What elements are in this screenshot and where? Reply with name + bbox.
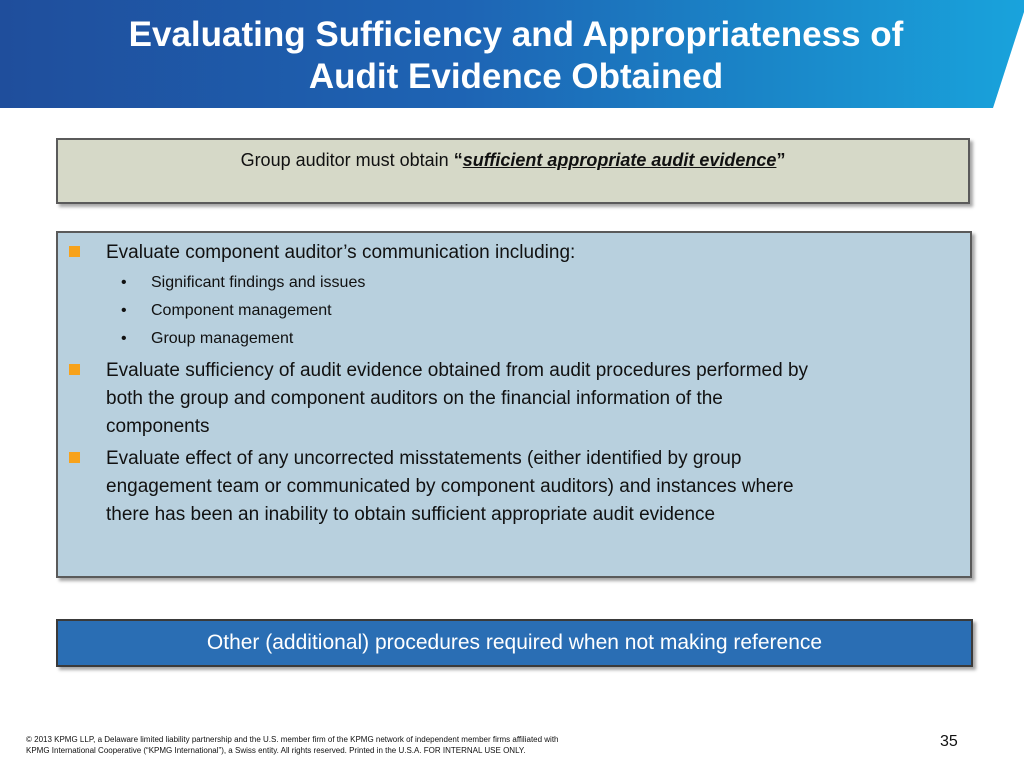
procedures-banner	[56, 619, 973, 667]
sub-bullet-text: Group management	[151, 330, 294, 347]
slide-title	[60, 14, 972, 98]
orange-square-bullet-icon	[69, 364, 80, 375]
bullet-text-line: engagement team or communicated by component auditors) and instances where	[106, 476, 794, 497]
orange-square-bullet-icon	[69, 246, 80, 257]
sub-bullet-text: Component management	[151, 302, 332, 319]
page-number: 35	[940, 733, 958, 750]
sub-bullet-text: Significant findings and issues	[151, 274, 366, 291]
bullet-text-line: there has been an inability to obtain sufficient appropriate audit evidence	[106, 504, 716, 525]
key-requirement-emphasis: sufficient appropriate audit evidence	[462, 150, 777, 170]
dot-bullet-icon: •	[121, 330, 127, 347]
bullet-text-line: components	[106, 416, 210, 437]
copyright-line2: KPMG International Cooperative (“KPMG International”), a Swiss entity. All rights reserved. Printed in the U.S.A. FOR INTERNAL USE ONLY.	[26, 746, 526, 755]
slide-title-line2: Audit Evidence Obtained	[308, 57, 724, 96]
procedures-banner-text: Other (additional) procedures required when not making reference	[206, 631, 823, 654]
open-quote: “	[453, 150, 463, 170]
sub-bullet-item	[121, 273, 366, 293]
key-requirement-prefix: Group auditor must obtain	[240, 150, 454, 170]
sub-bullet-item	[121, 301, 332, 321]
sub-bullet-item	[121, 329, 294, 349]
bullet-text-line: Evaluate effect of any uncorrected misstatements (either identified by group	[106, 448, 742, 469]
bullet-item	[106, 445, 956, 529]
copyright-line1: © 2013 KPMG LLP, a Delaware limited liability partnership and the U.S. member firm of the KPMG network of independent member firms affiliated with	[26, 735, 559, 744]
bullet-text-line: both the group and component auditors on the financial information of the	[106, 388, 723, 409]
dot-bullet-icon: •	[121, 302, 127, 319]
slide-title-line1: Evaluating Sufficiency and Appropriateness of	[128, 15, 904, 54]
bullet-text-line: Evaluate sufficiency of audit evidence obtained from audit procedures performed by	[106, 360, 809, 381]
copyright-footer	[26, 734, 666, 756]
dot-bullet-icon: •	[121, 274, 127, 291]
bullet-item	[106, 357, 956, 441]
close-quote: ”	[776, 150, 786, 170]
bullet-item	[106, 239, 956, 267]
evaluation-points-box	[56, 231, 972, 578]
orange-square-bullet-icon	[69, 452, 80, 463]
key-requirement-box	[56, 138, 970, 204]
bullet-text: Evaluate component auditor’s communication including:	[106, 242, 576, 263]
